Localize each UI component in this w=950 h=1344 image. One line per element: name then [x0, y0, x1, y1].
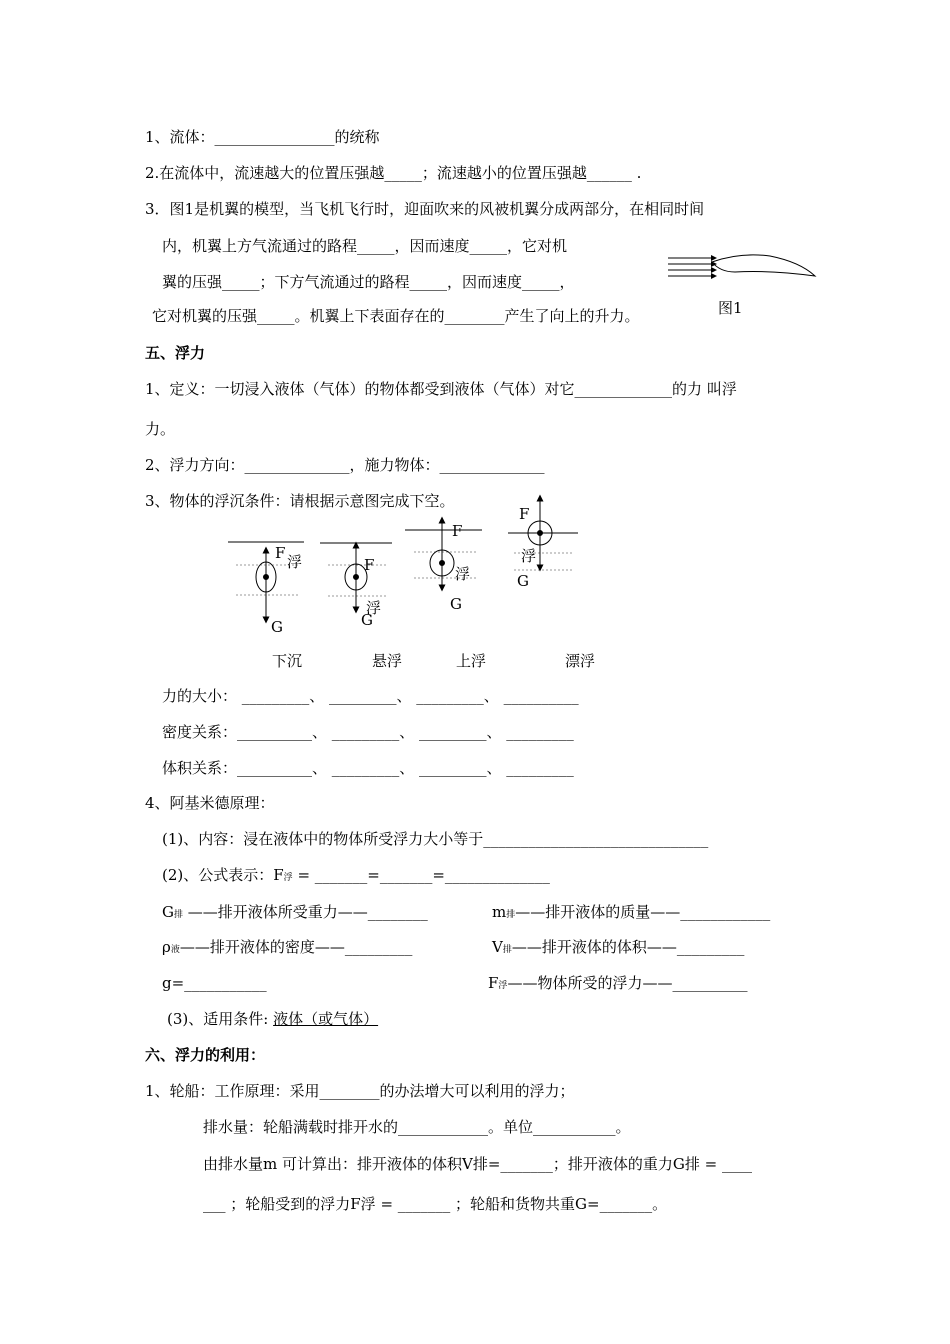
displacement-calc-2: ___ ；轮船受到的浮力F浮 = _______ ；轮船和货物共重G=_______。 [203, 1195, 668, 1213]
caption-suspend: 悬浮 [372, 652, 403, 670]
q2-pressure: 2.在流体中，流速越大的位置压强越_____；流速越小的位置压强越______ . [145, 164, 642, 182]
suspend-f-label: F [364, 556, 375, 574]
rise-fu-sub: 浮 [455, 565, 471, 583]
buoyancy-direction: 2、浮力方向：______________，施力物体：______________ [145, 456, 545, 474]
wing-shape [712, 255, 815, 276]
q3-wing-line3: 翼的压强_____；下方气流通过的路程_____，因而速度_____， [162, 273, 575, 291]
g-pai-def: G排 ——排开液体所受重力——________ [162, 903, 428, 921]
f-fu-def: F浮——物体所受的浮力——__________ [488, 974, 748, 992]
rise-f-label: F [452, 522, 463, 540]
sink-fu-sub: 浮 [287, 553, 303, 571]
m-pai-def: m排——排开液体的质量——____________ [492, 903, 771, 921]
rho-liquid-def: ρ液——排开液体的密度——_________ [162, 938, 413, 956]
displacement-line: 排水量：轮船满载时排开水的____________。单位___________。 [203, 1118, 631, 1136]
float-f-label: F [519, 505, 530, 523]
float-sink-conditions: 3、物体的浮沉条件：请根据示意图完成下空。 [145, 492, 455, 510]
q3-wing-line1: 3．图1是机翼的模型，当飞机飞行时，迎面吹来的风被机翼分成两部分，在相同时间 [145, 200, 705, 218]
force-relation-row: 力的大小： _________、 _________、 _________、 __________ [162, 687, 579, 705]
airflow-arrows [668, 258, 716, 276]
sink-g-label: G [271, 618, 283, 636]
sink-f-label: F [275, 544, 286, 562]
v-pai-def: V排——排开液体的体积——_________ [492, 938, 745, 956]
def-line: 1、定义：一切浸入液体（气体）的物体都受到液体（气体）对它_____________的力 叫浮 [145, 380, 737, 398]
rise-g-label: G [450, 595, 462, 613]
float-g-label: G [517, 572, 529, 590]
q1-fluid: 1、流体：________________的统称 [145, 128, 380, 146]
density-relation-row: 密度关系：__________、 _________、 _________、 _________ [162, 723, 574, 741]
caption-float: 漂浮 [565, 652, 596, 670]
q3-wing-line2: 内，机翼上方气流通过的路程_____，因而速度_____，它对机 [162, 237, 568, 255]
volume-relation-row: 体积关系：__________、 _________、 _________、 _________ [162, 759, 574, 777]
section-5-title: 五、浮力 [145, 344, 206, 362]
suspend-diagram [320, 543, 392, 610]
float-fu-sub: 浮 [521, 547, 537, 565]
caption-sink: 下沉 [272, 652, 303, 670]
suspend-g-label: G [361, 611, 373, 629]
archimedes-content: (1)、内容：浸在液体中的物体所受浮力大小等于______________________________ [162, 830, 709, 848]
suspend-fu-sub: 浮 [366, 599, 382, 617]
q3-wing-line4: 它对机翼的压强_____。机翼上下表面存在的________产生了向上的升力。 [152, 307, 640, 325]
def-line-2: 力。 [145, 420, 176, 438]
caption-rise: 上浮 [456, 652, 487, 670]
ship-principle: 1、轮船：工作原理：采用________的办法增大可以利用的浮力； [145, 1082, 575, 1100]
archimedes-title: 4、阿基米德原理： [145, 794, 275, 812]
section-6-title: 六、浮力的利用： [145, 1046, 266, 1064]
applicable-condition: (3)、适用条件: 液体（或气体） [167, 1010, 379, 1028]
fig1-caption: 图1 [718, 299, 743, 317]
archimedes-formula: (2)、公式表示：F浮 = _______=_______=______________ [162, 866, 550, 884]
g-constant: g=___________ [162, 974, 267, 992]
rise-diagram [405, 520, 482, 588]
displacement-calc-1: 由排水量m 可计算出：排开液体的体积V排=_______；排开液体的重力G排 = ____ [203, 1155, 752, 1173]
